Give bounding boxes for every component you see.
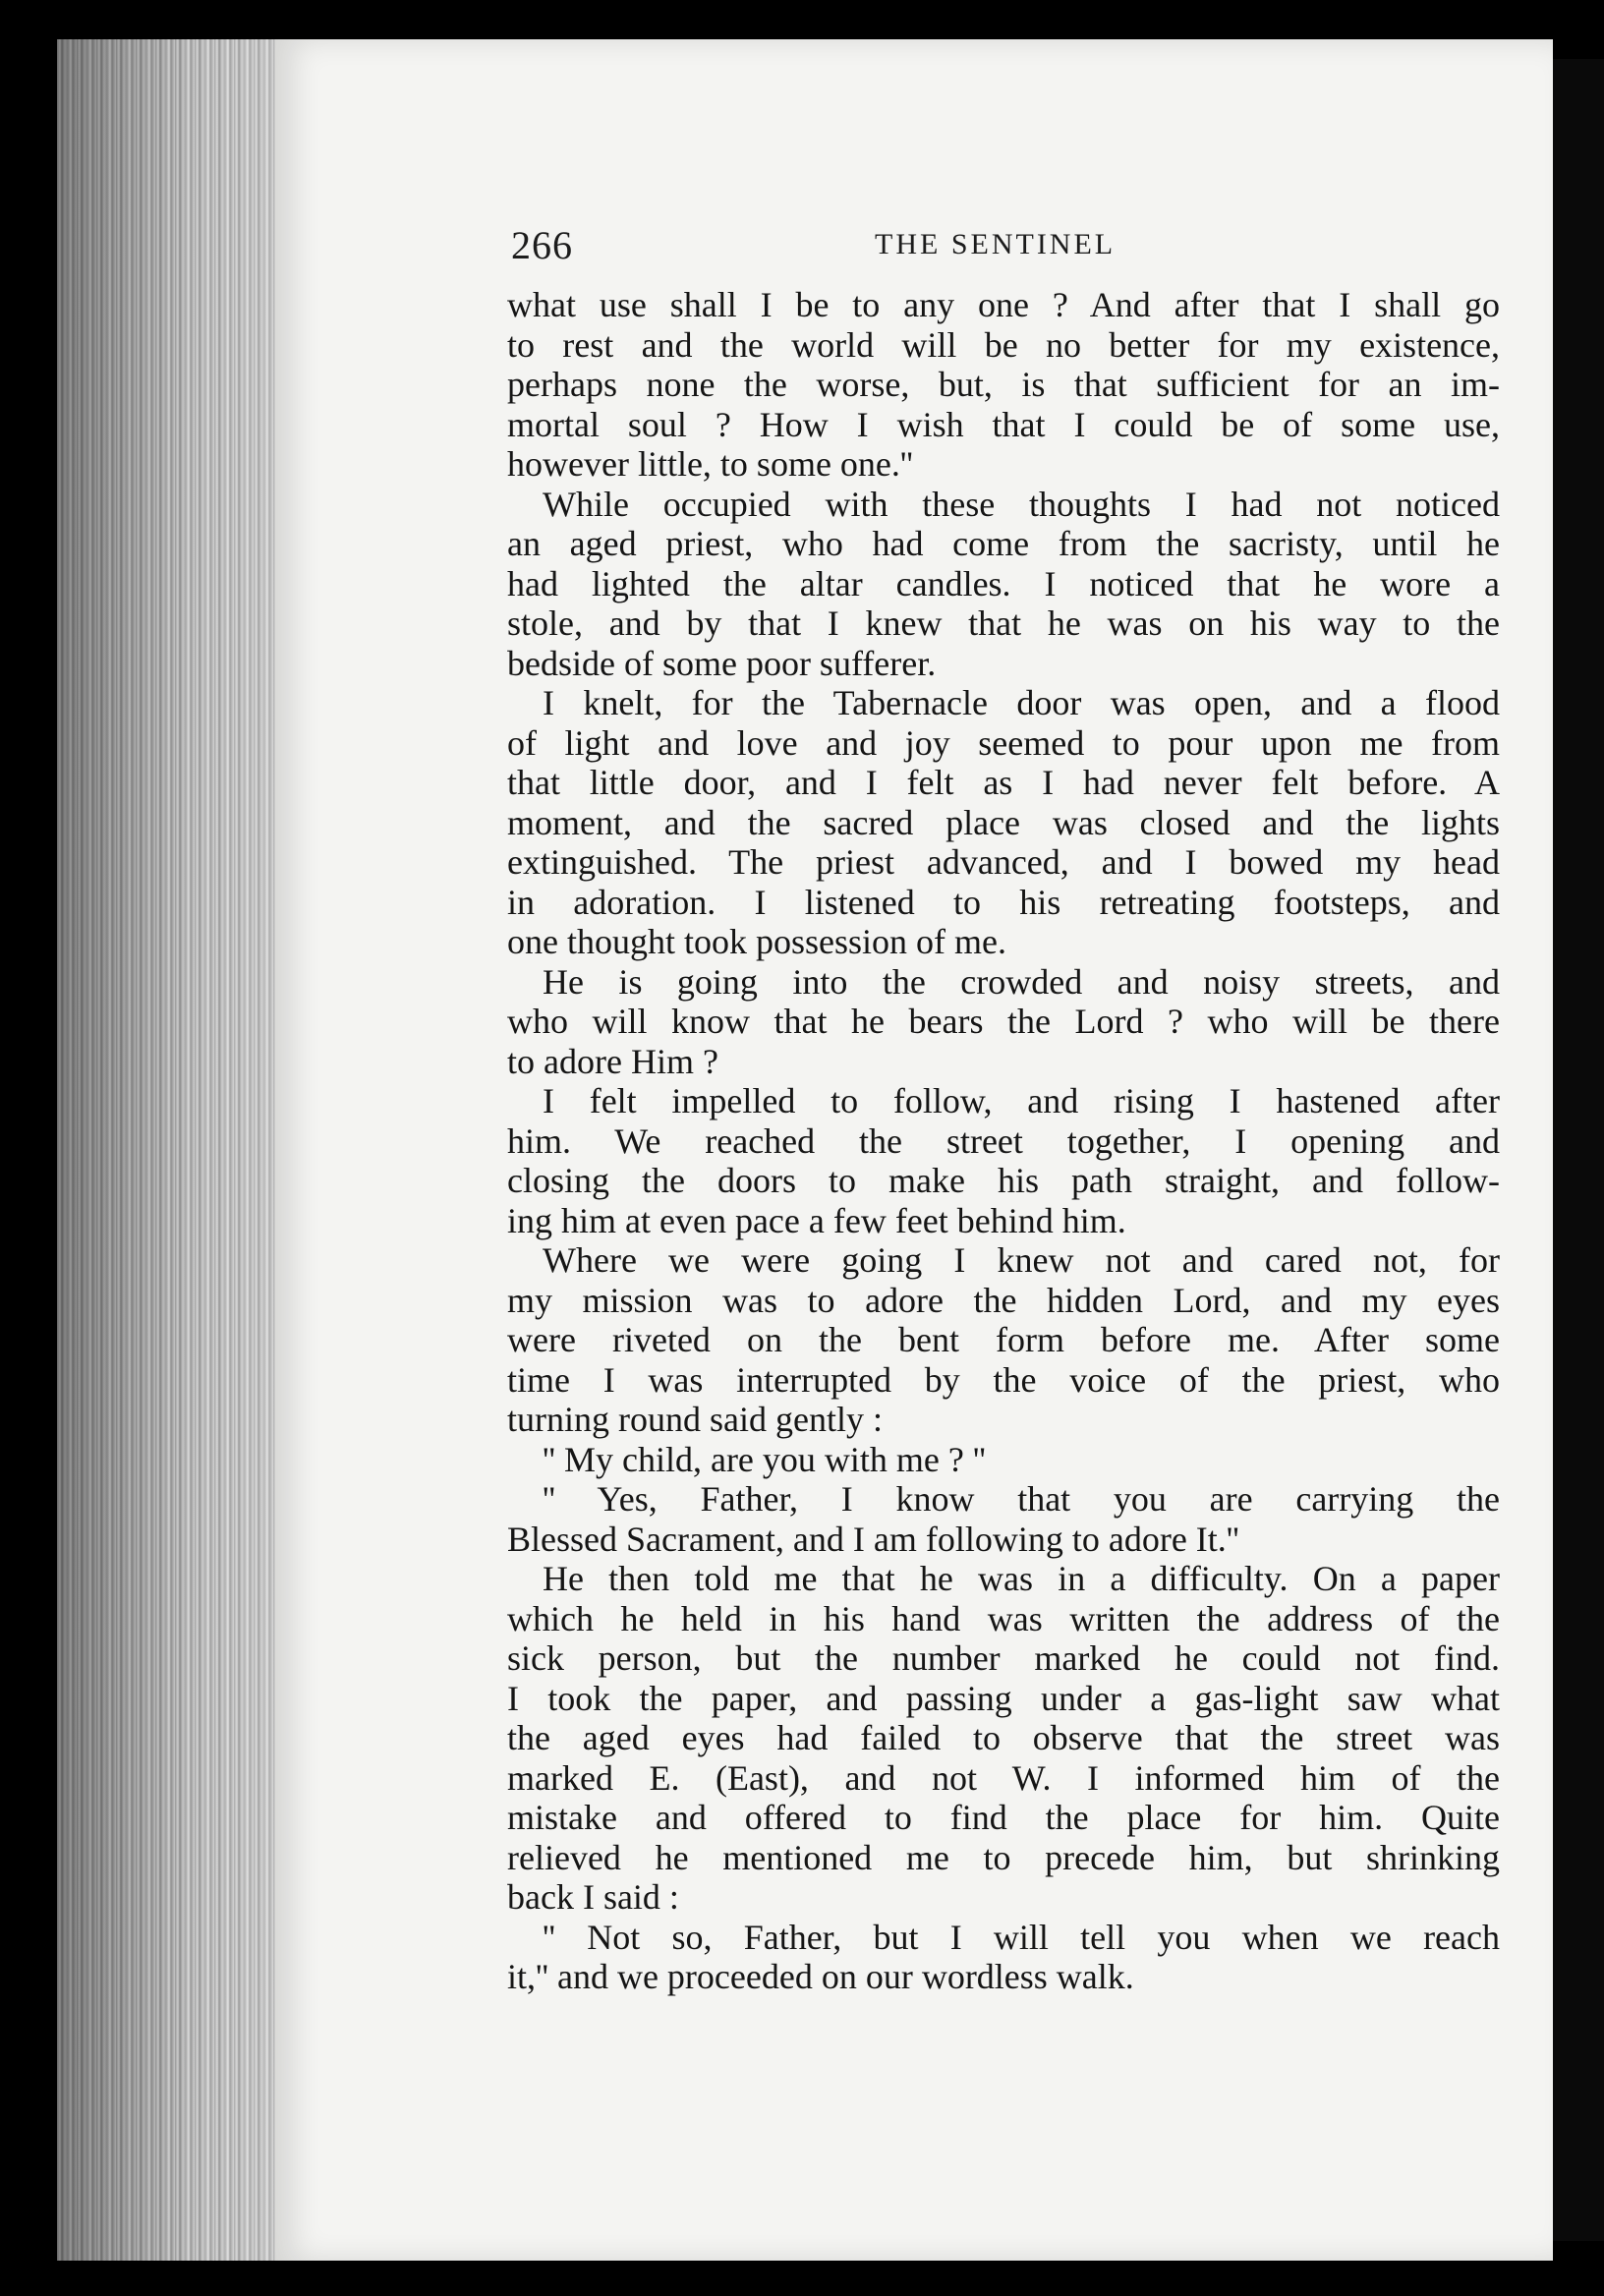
text-line: marked E. (East), and not W. I informed him of the [507,1757,1500,1798]
text-line: an aged priest, who had come from the sacristy, until he [507,524,1500,563]
text-line: '' Yes, Father, I know that you are carrying the [543,1479,1500,1519]
page-number: 266 [511,223,573,267]
text-line: relieved he mentioned me to precede him, but shrinking [507,1837,1500,1877]
text-line: perhaps none the worse, but, is that sufficient for an im- [507,365,1500,404]
page-edges [57,39,289,2261]
text-line: He is going into the crowded and noisy streets, and [543,961,1500,1002]
text-line: ing him at even pace a few feet behind him. [507,1200,1126,1240]
text-line: which he held in his hand was written the address of the [507,1598,1500,1638]
text-line: it,'' and we proceeded on our wordless walk. [507,1957,1134,1996]
text-line: moment, and the sacred place was closed and the lights [507,802,1500,842]
text-line: '' Not so, Father, but I will tell you when we reach [543,1917,1500,1957]
text-line: in adoration. I listened to his retreating footsteps, and [507,882,1500,922]
text-line: of light and love and joy seemed to pour upon me from [507,722,1500,763]
text-line: While occupied with these thoughts I had not noticed [543,484,1500,524]
text-line: the aged eyes had failed to observe that the street was [507,1718,1500,1757]
text-line: time I was interrupted by the voice of the priest, who [507,1359,1500,1400]
text-line: mortal soul ? How I wish that I could be of some use, [507,404,1500,444]
text-line: He then told me that he was in a difficulty. On a paper [543,1559,1500,1598]
text-line: my mission was to adore the hidden Lord, and my eyes [507,1280,1500,1320]
text-line: however little, to some one.'' [507,444,913,484]
text-line: stole, and by that I knew that he was on his way to the [507,603,1500,643]
text-line: '' My child, are you with me ? '' [543,1439,986,1479]
text-line: that little door, and I felt as I had never felt before. A [507,763,1500,802]
text-line: closing the doors to make his path straight, and follow- [507,1161,1500,1200]
text-line: bedside of some poor sufferer. [507,643,937,683]
text-line: him. We reached the street together, I opening and [507,1120,1500,1161]
text-line: who will know that he bears the Lord ? who will be there [507,1002,1500,1041]
text-line: sick person, but the number marked he could not find. [507,1638,1500,1678]
text-line: Where we were going I knew not and cared not, for [543,1240,1500,1280]
body-text [507,285,1500,1997]
text-line: turning round said gently : [507,1400,883,1439]
scan-border [1553,59,1604,2241]
text-line: I felt impelled to follow, and rising I hastened after [543,1081,1500,1120]
text-line: to rest and the world will be no better for my existence, [507,324,1500,365]
text-line: mistake and offered to find the place for him. Quite [507,1798,1500,1837]
text-line: Blessed Sacrament, and I am following to adore It.'' [507,1519,1239,1559]
text-line: had lighted the altar candles. I noticed that he wore a [507,563,1500,603]
text-line: I knelt, for the Tabernacle door was open, and a flood [543,683,1500,722]
text-line: to adore Him ? [507,1041,718,1081]
text-line: I took the paper, and passing under a gas-light saw what [507,1678,1500,1718]
page-header [511,222,1504,281]
running-head: THE SENTINEL [875,228,1117,260]
text-line: what use shall I be to any one ? And after that I shall go [507,285,1500,324]
text-line: one thought took possession of me. [507,922,1006,961]
text-line: were riveted on the bent form before me. After some [507,1320,1500,1359]
text-line: extinguished. The priest advanced, and I bowed my head [507,842,1500,882]
text-line: back I said : [507,1877,679,1917]
